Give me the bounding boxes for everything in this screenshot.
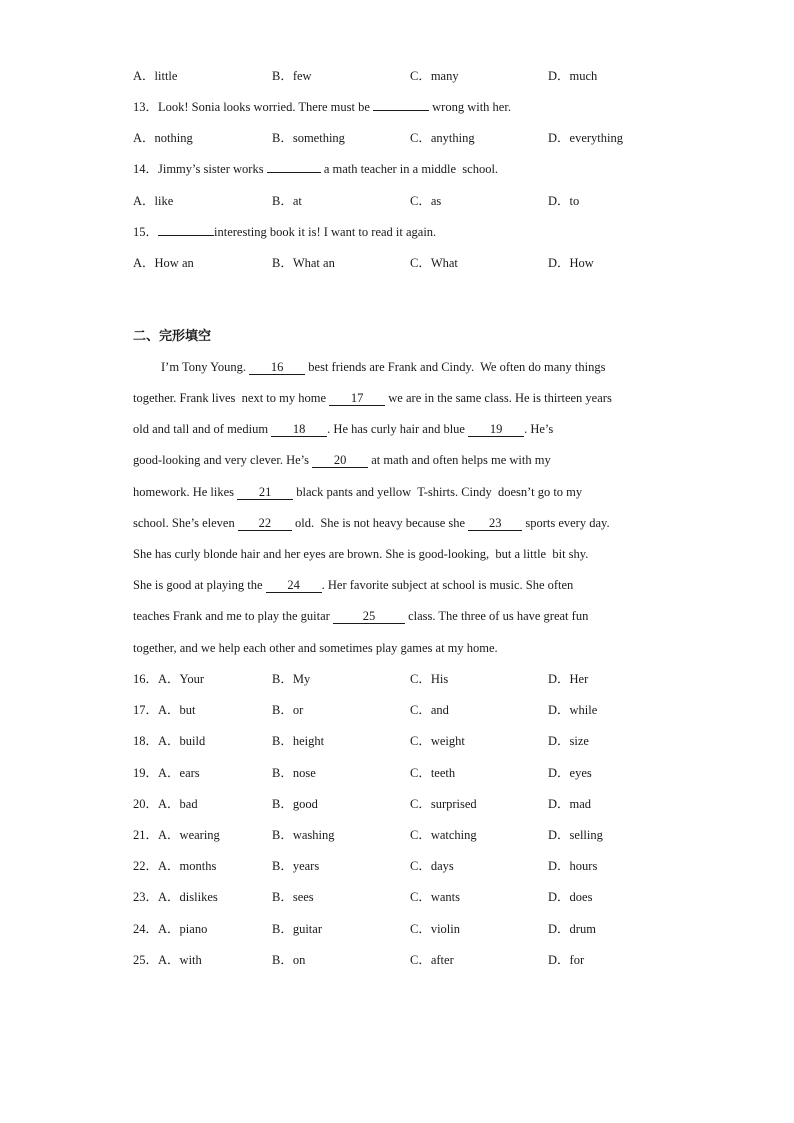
question-number: 25．	[133, 953, 159, 967]
option-c[interactable]: C．wants	[410, 890, 461, 904]
cloze-blank-21[interactable]: 21	[237, 486, 293, 500]
q15-option-a[interactable]: A．How an	[133, 256, 194, 270]
passage-line: old and tall and of medium 18 . He has curly hair and blue 19 . He’s	[133, 422, 554, 436]
option-a[interactable]: A．piano	[158, 922, 208, 936]
question-number: 23．	[133, 890, 159, 904]
option-d[interactable]: D．selling	[548, 828, 603, 842]
cloze-question-18	[133, 733, 693, 749]
question-number: 22．	[133, 859, 159, 873]
option-a[interactable]: A．build	[158, 734, 206, 748]
option-d[interactable]: D．drum	[548, 922, 596, 936]
option-c[interactable]: C．days	[410, 859, 454, 873]
q13-option-d[interactable]: D．everything	[548, 131, 623, 145]
cloze-question-21	[133, 827, 693, 843]
cloze-question-25	[133, 952, 693, 968]
question-number: 19．	[133, 766, 159, 780]
passage-line: She is good at playing the 24 . Her favorite subject at school is music. She often	[133, 578, 574, 592]
option-d[interactable]: D．mad	[548, 797, 592, 811]
passage-line: school. She’s eleven 22 old. She is not heavy because she 23 sports every day.	[133, 516, 610, 530]
option-a[interactable]: A．Your	[158, 672, 204, 686]
q15-option-d[interactable]: D．How	[548, 256, 594, 270]
option-c[interactable]: C．watching	[410, 828, 477, 842]
cloze-blank-20[interactable]: 20	[312, 454, 368, 468]
option-b[interactable]: B．height	[272, 734, 325, 748]
question-number: 18．	[133, 734, 159, 748]
q14-option-a[interactable]: A．like	[133, 194, 174, 208]
question-number: 24．	[133, 922, 159, 936]
option-d[interactable]: D．while	[548, 703, 598, 717]
q12-option-d[interactable]: D．much	[548, 69, 598, 83]
q13-stem: 13．Look! Sonia looks worried. There must be wrong with her.	[133, 100, 511, 114]
cloze-blank-16[interactable]: 16	[249, 361, 305, 375]
passage-line: together. Frank lives next to my home 17 we are in the same class. He is thirteen years	[133, 391, 612, 405]
option-b[interactable]: B．guitar	[272, 922, 322, 936]
option-d[interactable]: D．size	[548, 734, 589, 748]
q15-blank[interactable]	[158, 235, 214, 236]
q12-option-a[interactable]: A．little	[133, 69, 178, 83]
q15-option-b[interactable]: B．What an	[272, 256, 335, 270]
section-title: 二、完形填空	[133, 329, 212, 344]
q15-stem: 15． interesting book it is! I want to read it again.	[133, 225, 437, 239]
option-b[interactable]: B．nose	[272, 766, 316, 780]
q14-option-d[interactable]: D．to	[548, 194, 580, 208]
cloze-blank-17[interactable]: 17	[329, 392, 385, 406]
q14-blank[interactable]	[267, 172, 321, 173]
option-b[interactable]: B．good	[272, 797, 318, 811]
option-c[interactable]: C．weight	[410, 734, 465, 748]
q14-option-c[interactable]: C．as	[410, 194, 442, 208]
option-d[interactable]: D．Her	[548, 672, 589, 686]
option-a[interactable]: A．ears	[158, 766, 200, 780]
q12-option-c[interactable]: C．many	[410, 69, 459, 83]
cloze-blank-18[interactable]: 18	[271, 423, 327, 437]
q12-option-b[interactable]: B．few	[272, 69, 312, 83]
cloze-question-20	[133, 796, 693, 812]
option-d[interactable]: D．hours	[548, 859, 598, 873]
cloze-blank-23[interactable]: 23	[468, 517, 522, 531]
option-c[interactable]: C．and	[410, 703, 449, 717]
option-c[interactable]: C．surprised	[410, 797, 477, 811]
cloze-question-24	[133, 921, 693, 937]
option-b[interactable]: B．on	[272, 953, 306, 967]
option-a[interactable]: A．bad	[158, 797, 198, 811]
option-d[interactable]: D．does	[548, 890, 593, 904]
option-c[interactable]: C．after	[410, 953, 454, 967]
option-b[interactable]: B．My	[272, 672, 311, 686]
cloze-blank-22[interactable]: 22	[238, 517, 292, 531]
cloze-question-16	[133, 671, 693, 687]
option-a[interactable]: A．wearing	[158, 828, 220, 842]
option-b[interactable]: B．or	[272, 703, 304, 717]
option-b[interactable]: B．years	[272, 859, 320, 873]
option-a[interactable]: A．months	[158, 859, 217, 873]
cloze-blank-25[interactable]: 25	[333, 610, 405, 624]
q15-options	[133, 255, 693, 271]
cloze-blank-24[interactable]: 24	[266, 579, 322, 593]
question-number: 21．	[133, 828, 159, 842]
q14-stem: 14．Jimmy’s sister works a math teacher in a middle school.	[133, 162, 499, 176]
option-c[interactable]: C．teeth	[410, 766, 456, 780]
passage-line: She has curly blonde hair and her eyes are brown. She is good-looking, but a little bit shy.	[133, 547, 589, 561]
option-c[interactable]: C．His	[410, 672, 449, 686]
q14-options	[133, 193, 693, 209]
cloze-question-19	[133, 765, 693, 781]
option-d[interactable]: D．eyes	[548, 766, 592, 780]
option-b[interactable]: B．sees	[272, 890, 314, 904]
cloze-question-22	[133, 858, 693, 874]
passage-line: teaches Frank and me to play the guitar 25 class. The three of us have great fun	[133, 609, 589, 623]
option-b[interactable]: B．washing	[272, 828, 335, 842]
q15-option-c[interactable]: C．What	[410, 256, 458, 270]
cloze-question-17	[133, 702, 693, 718]
q14-option-b[interactable]: B．at	[272, 194, 302, 208]
q13-option-a[interactable]: A．nothing	[133, 131, 193, 145]
passage-line: I’m Tony Young. 16 best friends are Frank and Cindy. We often do many things	[161, 360, 606, 374]
q13-options	[133, 130, 693, 146]
option-a[interactable]: A．but	[158, 703, 196, 717]
option-d[interactable]: D．for	[548, 953, 585, 967]
option-c[interactable]: C．violin	[410, 922, 461, 936]
cloze-question-23	[133, 889, 693, 905]
question-number: 20．	[133, 797, 159, 811]
passage-line: homework. He likes 21 black pants and yellow T-shirts. Cindy doesn’t go to my	[133, 485, 583, 499]
option-a[interactable]: A．dislikes	[158, 890, 218, 904]
question-number: 16．	[133, 672, 159, 686]
passage-line: together, and we help each other and sometimes play games at my home.	[133, 641, 498, 655]
q13-blank[interactable]	[373, 110, 429, 111]
option-a[interactable]: A．with	[158, 953, 202, 967]
passage-line: good-looking and very clever. He’s 20 at math and often helps me with my	[133, 453, 551, 467]
q13-option-b[interactable]: B．something	[272, 131, 345, 145]
cloze-blank-19[interactable]: 19	[468, 423, 524, 437]
q12-options	[133, 68, 693, 84]
question-number: 17．	[133, 703, 159, 717]
q13-option-c[interactable]: C．anything	[410, 131, 475, 145]
